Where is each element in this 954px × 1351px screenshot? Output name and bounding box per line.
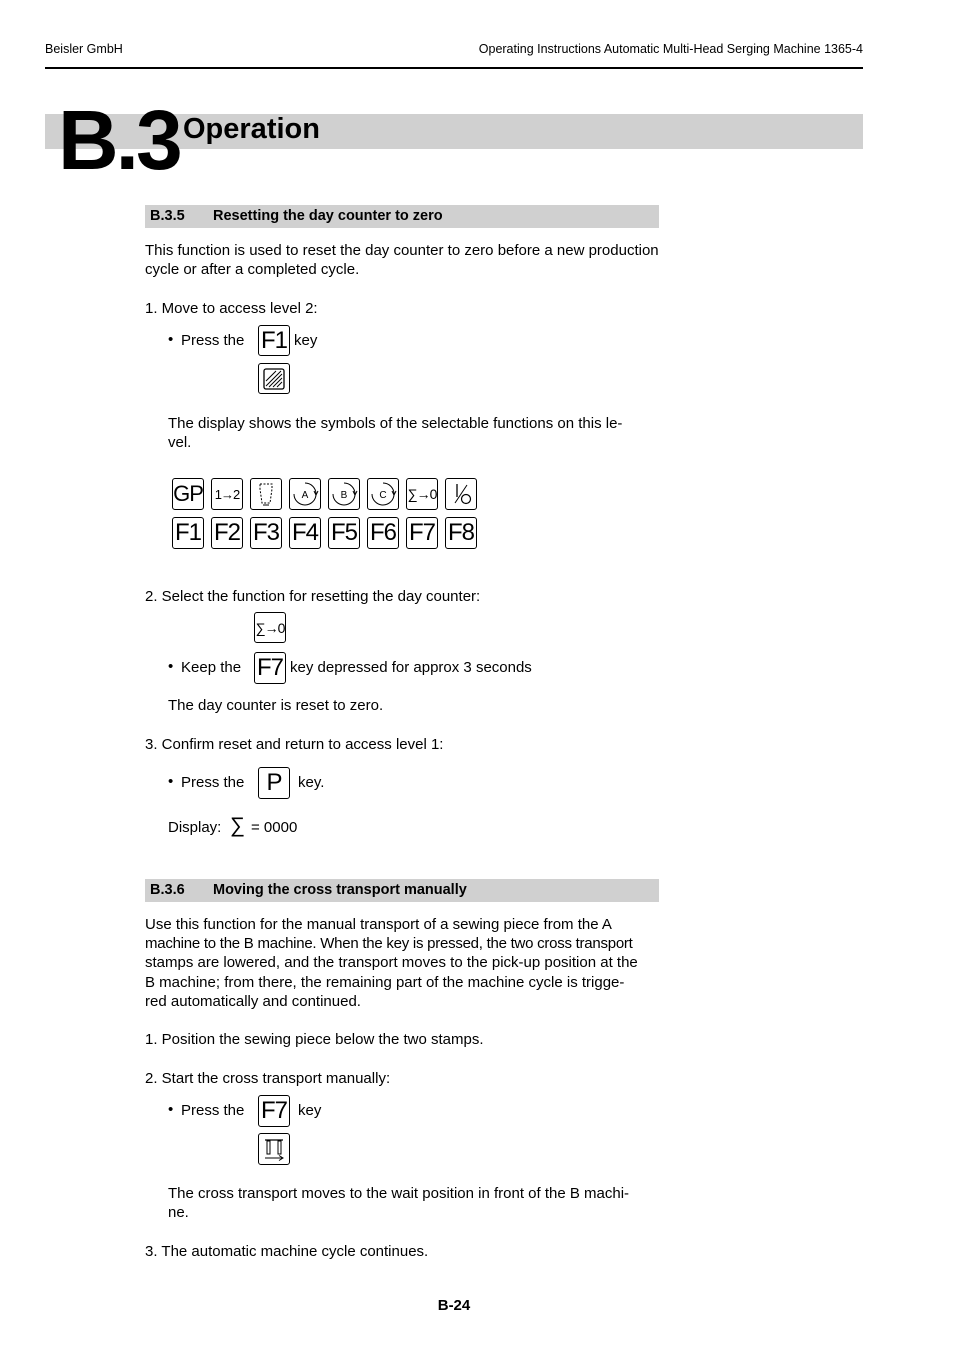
fkey-f1: F1: [172, 517, 204, 549]
counter-reset-symbol: ∑→0: [406, 478, 438, 510]
symbol-a-label: A: [301, 490, 309, 501]
result-line-2: ne.: [168, 1204, 189, 1221]
section-number: B.3.6: [150, 882, 185, 898]
page-number: B-24: [437, 1297, 471, 1314]
fkey-f3: F3: [250, 517, 282, 549]
step-2: 2. Start the cross transport manually:: [145, 1070, 391, 1087]
press-label: Press the: [181, 774, 245, 791]
fkey-f2: F2: [211, 517, 243, 549]
f7-key: F7: [254, 652, 286, 684]
machine-b-cycle-icon: [328, 478, 360, 510]
fkey-f8: F8: [445, 517, 477, 549]
step-3: 3. The automatic machine cycle continues.: [145, 1243, 429, 1260]
bullet-icon: •: [168, 773, 174, 790]
step-2-result: The day counter is reset to zero.: [168, 697, 384, 714]
result-line-1: The cross transport moves to the wait position in front of the B machi-: [168, 1185, 630, 1202]
section-heading-b35: [145, 205, 659, 228]
machine-c-cycle-icon: [367, 478, 399, 510]
display-value: = 0000: [251, 819, 298, 836]
fkey-f7: F7: [406, 517, 438, 549]
f1-key: F1: [258, 325, 290, 356]
header-document-title: Operating Instructions Automatic Multi-Head Serging Machine 1365-4: [478, 42, 863, 56]
keep-label: Keep the: [181, 659, 242, 676]
paragraph-line: Use this function for the manual transport of a sewing piece from the A: [145, 916, 612, 933]
sewing-piece-icon: [250, 478, 282, 510]
header-company: Beisler GmbH: [45, 42, 123, 56]
gp-symbol: GP: [172, 478, 204, 510]
sum-symbol: ∑: [230, 814, 245, 837]
p-key: P: [258, 767, 290, 799]
intro-line-1: This function is used to reset the day counter to zero before a new production: [145, 242, 659, 259]
chapter-number: B.3: [58, 93, 180, 187]
bullet-icon: •: [168, 1101, 174, 1118]
paragraph-line: machine to the B machine. When the key is pressed, the two cross transport: [145, 935, 633, 952]
step-3: 3. Confirm reset and return to access level 1:: [145, 736, 444, 753]
section-number: B.3.5: [150, 208, 185, 224]
section-title: Moving the cross transport manually: [213, 882, 467, 898]
cross-transport-icon: [258, 1133, 290, 1165]
paragraph-line: stamps are lowered, and the transport moves to the pick-up position at the: [145, 954, 638, 971]
intro-line-2: cycle or after a completed cycle.: [145, 261, 360, 278]
machine-a-cycle-icon: [289, 478, 321, 510]
key-suffix: key: [298, 1102, 322, 1119]
on-off-icon: [445, 478, 477, 510]
level-switch-symbol: 1→2: [211, 478, 243, 510]
paragraph-line: B machine; from there, the remaining part of the machine cycle is trigge-: [145, 974, 625, 991]
symbol-b-label: B: [340, 490, 348, 501]
fkey-f5: F5: [328, 517, 360, 549]
chapter-title: Operation: [183, 113, 320, 145]
key-suffix: key.: [298, 774, 325, 791]
bullet-icon: •: [168, 658, 174, 675]
header-rule: [45, 67, 863, 69]
key-depressed-text: key depressed for approx 3 seconds: [290, 659, 532, 676]
paragraph-line: red automatically and continued.: [145, 993, 361, 1010]
bullet-icon: •: [168, 331, 174, 348]
display-text-1: The display shows the symbols of the selectable functions on this le-: [168, 415, 623, 432]
key-suffix: key: [294, 332, 318, 349]
section-heading-b36: [145, 879, 659, 902]
press-label: Press the: [181, 332, 245, 349]
fkey-f4: F4: [289, 517, 321, 549]
display-label: Display:: [168, 819, 222, 836]
step-1: 1. Position the sewing piece below the two stamps.: [145, 1031, 484, 1048]
display-text-2: vel.: [168, 434, 192, 451]
symbol-c-label: C: [379, 490, 387, 501]
access-level-icon: [258, 363, 290, 394]
press-label: Press the: [181, 1102, 245, 1119]
section-title: Resetting the day counter to zero: [213, 208, 443, 224]
f7-key: F7: [258, 1095, 290, 1127]
counter-reset-key-symbol: ∑→0: [254, 612, 286, 643]
fkey-f6: F6: [367, 517, 399, 549]
step-2: 2. Select the function for resetting the day counter:: [145, 588, 481, 605]
step-1: 1. Move to access level 2:: [145, 300, 318, 317]
